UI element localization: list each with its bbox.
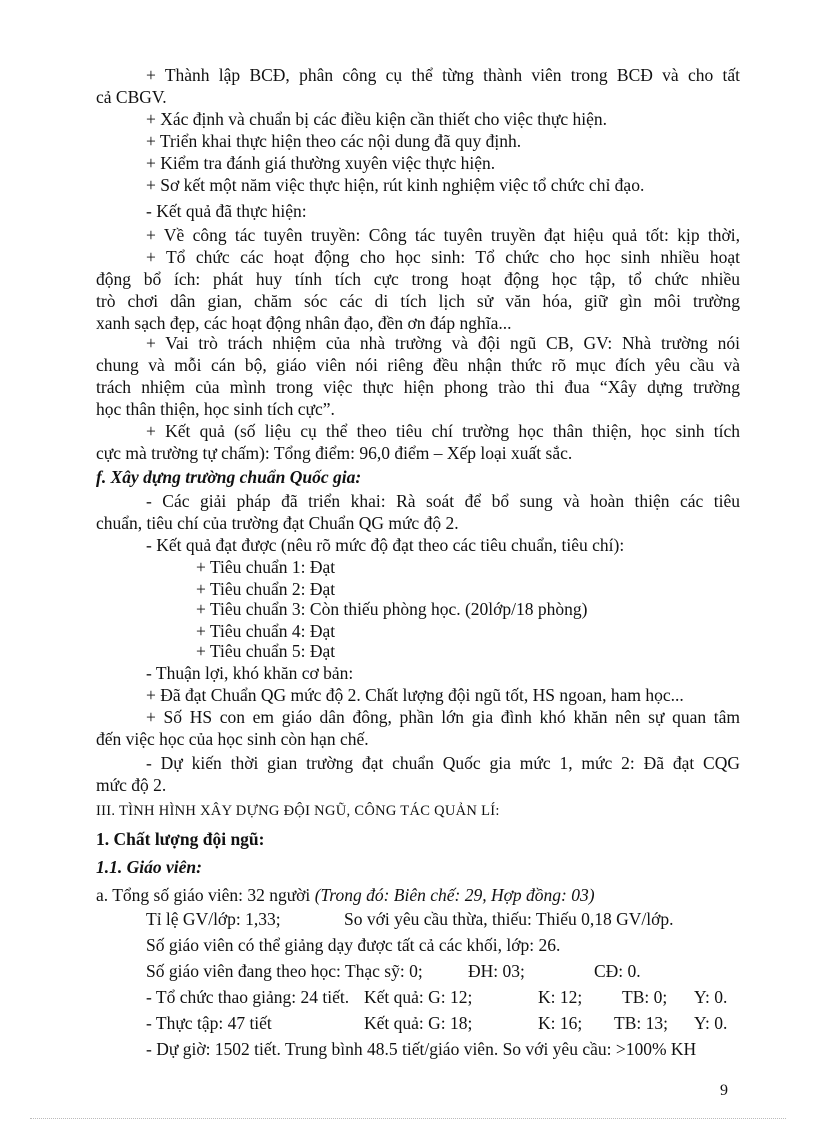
list-item: + Tiêu chuẩn 5: Đạt [196,641,336,661]
demo-lessons: - Tổ chức thao giảng: 24 tiết. [146,987,350,1007]
section-heading: f. Xây dựng trường chuẩn Quốc gia: [96,467,362,487]
text-line: trò chơi dân gian, chăm sóc các di tích lịch sử văn hóa, giữ gìn môi trường [96,291,740,311]
practice-lessons: - Thực tập: 47 tiết [146,1013,272,1033]
text-line: + Đã đạt Chuẩn QG mức độ 2. Chất lượng đội ngũ tốt, HS ngoan, ham học... [146,685,684,705]
teacher-ratio: Tỉ lệ GV/lớp: 1,33; [146,909,281,929]
list-item: + Tiêu chuẩn 1: Đạt [196,557,336,577]
text-line: đến việc học của học sinh còn hạn chế. [96,729,369,749]
text-line: + Xác định và chuẩn bị các điều kiện cần thiết cho việc thực hiện. [146,109,608,129]
text-line: - Kết quả đã thực hiện: [146,201,307,221]
teacher-breakdown: (Trong đó: Biên chế: 29, Hợp đồng: 03) [314,885,595,905]
text-line: - Dự giờ: 1502 tiết. Trung bình 48.5 tiết/giáo viên. So với yêu cầu: >100% KH [146,1039,697,1059]
text-line: xanh sạch đẹp, các hoạt động nhân đạo, đền ơn đáp nghĩa... [96,313,512,333]
text-line: trách nhiệm của mình trong việc thực hiện phong trào thi đua “Xây dựng trường [96,377,740,397]
footer-divider [30,1118,786,1119]
text-line: cả CBGV. [96,87,167,107]
subsection-heading: 1.1. Giáo viên: [96,857,202,877]
text-line: học thân thiện, học sinh tích cực”. [96,399,335,419]
text-line: chung và mỗi cán bộ, giáo viên nói riêng đều nhận thức rõ mục đích yêu cầu và [96,355,740,375]
study-college: CĐ: 0. [594,961,641,981]
document-page: + Thành lập BCĐ, phân công cụ thể từng thành viên trong BCĐ và cho tất cả CBGV. + Xác định và chuẩn bị các điều kiện cần thiết cho việc thực hiện. + Triển khai thực hiện theo các nội dung đã quy định. + Kiểm tra đánh giá thường xuyên việc thực hiện. + Sơ kết một năm việc thực hiện, rút kinh nghiệm việc tổ chức chỉ đạo. - Kết quả đã thực hiện: + Về công tác tuyên truyền: Công tác tuyên truyền đạt hiệu quả tốt: kịp thời, + Tổ chức các hoạt động cho học sinh: Tổ chức cho học sinh nhiều hoạt động bổ ích: phát huy tính tích cực trong hoạt động học tập, tổ chức nhiều trò chơi dân gian, chăm sóc các di tích lịch sử văn hóa, giữ gìn môi trường xanh sạch đẹp, các hoạt động nhân đạo, đền ơn đáp nghĩa... + Vai trò trách nhiệm của nhà trường và đội ngũ CB, GV: Nhà trường nói chung và mỗi cán bộ, giáo viên nói riêng đều nhận thức rõ mục đích yêu cầu và trách nhiệm của mình trong việc thực hiện phong trào thi đua “Xây dựng trường học thân thiện, học sinh tích cực”. + Kết quả (số liệu cụ thể theo tiêu chí trường học thân thiện, học sinh tích cực mà trường tự chấm): Tổng điểm: 96,0 điểm – Xếp loại xuất sắc. f. Xây dựng trường chuẩn Quốc gia: - Các giải pháp đã triển khai: Rà soát để bổ sung và hoàn thiện các tiêu chuẩn, tiêu chí của trường đạt Chuẩn QG mức độ 2. - Kết quả đạt được (nêu rõ mức độ đạt theo các tiêu chuẩn, tiêu chí): + Tiêu chuẩn 1: Đạt + Tiêu chuẩn 2: Đạt + Tiêu chuẩn 3: Còn thiếu phòng học. (20lớp/18 phòng) + Tiêu chuẩn 4: Đạt + Tiêu chuẩn 5: Đạt - Thuận lợi, khó khăn cơ bản: + Đã đạt Chuẩn QG mức độ 2. Chất lượng đội ngũ tốt, HS ngoan, ham học... + Số HS con em giáo dân đông, phần lớn gia đình khó khăn nên sự quan tâm đến việc học của học sinh còn hạn chế. - Dự kiến thời gian trường đạt chuẩn Quốc gia mức 1, mức 2: Đã đạt CQG mức độ 2. III. TÌNH HÌNH XÂY DỰNG ĐỘI NGŨ, CÔNG TÁC QUẢN LÍ: 1. Chất lượng đội ngũ: 1.1. Giáo viên: a. Tổng số giáo viên: 32 người (Trong đó: Biên chế: 29, Hợp đồng: 03) Tỉ lệ GV/lớp: 1,33; So với yêu cầu thừa, thiếu: Thiếu 0,18 GV/lớp. Số giáo viên có thể giảng dạy được tất cả các khối, lớp: 26. Số giáo viên đang theo học: Thạc sỹ: 0; ĐH: 03; CĐ: 0. - Tổ chức thao giảng: 24 tiết. Kết quả: G: 12; K: 12; TB: 0; Y: 0. - Thực tập: 47 tiết Kết quả: G: 18; K: 16; TB: 13; Y: 0. - Dự giờ: 1502 tiết. Trung bình 48.5 tiết/giáo viên. So với yêu cầu: >100% KH 9 [0,0,816,1123]
section-heading: III. TÌNH HÌNH XÂY DỰNG ĐỘI NGŨ, CÔNG TÁC QUẢN LÍ: [96,803,500,819]
text-line: - Kết quả đạt được (nêu rõ mức độ đạt theo các tiêu chuẩn, tiêu chí): [146,535,625,555]
text-line: + Kiểm tra đánh giá thường xuyên việc thực hiện. [146,153,496,173]
subsection-heading: 1. Chất lượng đội ngũ: [96,829,265,849]
text-line: cực mà trường tự chấm): Tổng điểm: 96,0 điểm – Xếp loại xuất sắc. [96,443,573,463]
list-item: + Tiêu chuẩn 2: Đạt [196,579,336,599]
text-line: + Triển khai thực hiện theo các nội dung đã quy định. [146,131,522,151]
page-number: 9 [720,1082,728,1099]
study-university: ĐH: 03; [468,961,525,981]
list-item: + Tiêu chuẩn 4: Đạt [196,621,336,641]
teacher-total: a. Tổng số giáo viên: 32 người [96,885,311,905]
text-line: - Thuận lợi, khó khăn cơ bản: [146,663,354,683]
text-line: chuẩn, tiêu chí của trường đạt Chuẩn QG mức độ 2. [96,513,459,533]
list-item: + Tiêu chuẩn 3: Còn thiếu phòng học. (20lớp/18 phòng) [196,599,588,619]
text-line: động bổ ích: phát huy tính tích cực trong hoạt động học tập, tổ chức nhiều [96,269,740,289]
text-line: + Sơ kết một năm việc thực hiện, rút kinh nghiệm việc tổ chức chỉ đạo. [146,175,645,195]
text-line: Số giáo viên có thể giảng dạy được tất cả các khối, lớp: 26. [146,935,561,955]
text-line: mức độ 2. [96,775,167,795]
teacher-shortage: So với yêu cầu thừa, thiếu: Thiếu 0,18 GV/lớp. [344,909,674,929]
text-line [96,884,816,906]
study-masters: Số giáo viên đang theo học: Thạc sỹ: 0; [146,961,423,981]
